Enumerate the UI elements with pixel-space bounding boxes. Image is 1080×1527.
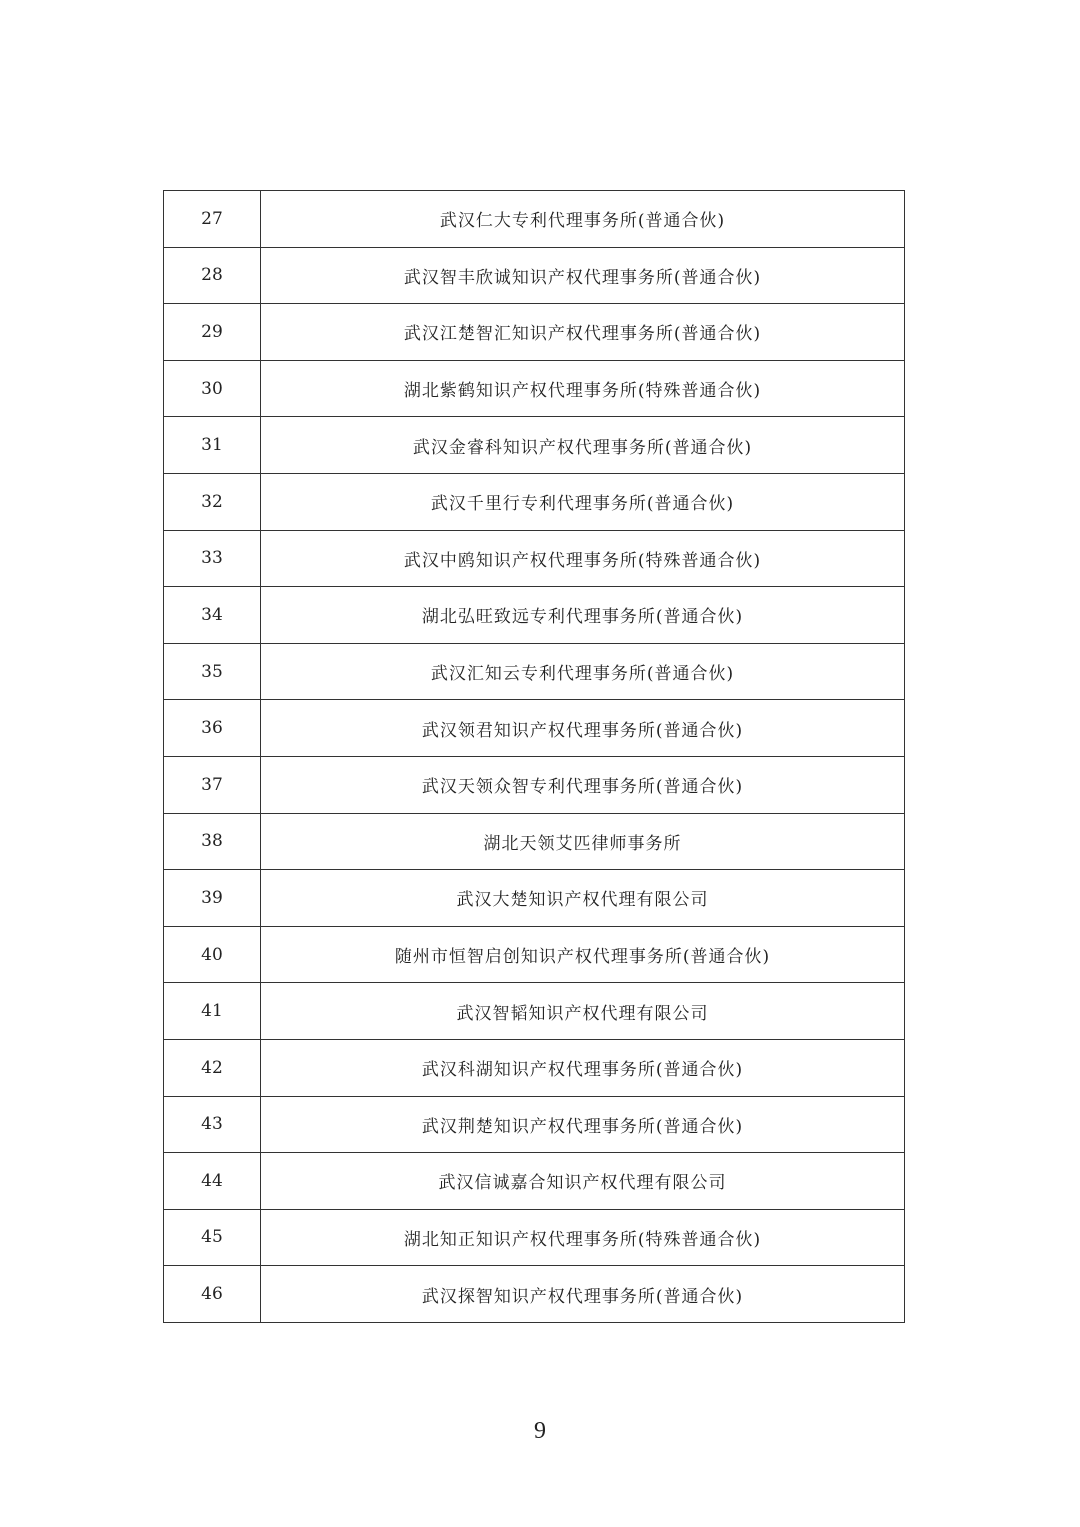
agency-name-cell: 武汉天领众智专利代理事务所(普通合伙) bbox=[261, 756, 905, 813]
agency-name-cell: 武汉千里行专利代理事务所(普通合伙) bbox=[261, 473, 905, 530]
table-row bbox=[164, 813, 905, 870]
table-row bbox=[164, 360, 905, 417]
table-row bbox=[164, 473, 905, 530]
table-row bbox=[164, 417, 905, 474]
row-number-cell: 29 bbox=[164, 304, 261, 361]
row-number-cell: 36 bbox=[164, 700, 261, 757]
agency-name-cell: 武汉科湖知识产权代理事务所(普通合伙) bbox=[261, 1039, 905, 1096]
agency-table-body bbox=[164, 191, 905, 1323]
table-row bbox=[164, 926, 905, 983]
table-row bbox=[164, 587, 905, 644]
agency-name-cell: 武汉领君知识产权代理事务所(普通合伙) bbox=[261, 700, 905, 757]
agency-name-cell: 武汉中鸥知识产权代理事务所(特殊普通合伙) bbox=[261, 530, 905, 587]
agency-name-cell: 武汉江楚智汇知识产权代理事务所(普通合伙) bbox=[261, 304, 905, 361]
agency-name-cell: 武汉智韬知识产权代理有限公司 bbox=[261, 983, 905, 1040]
table-row bbox=[164, 191, 905, 248]
table-row bbox=[164, 1039, 905, 1096]
row-number-cell: 33 bbox=[164, 530, 261, 587]
agency-name-cell: 随州市恒智启创知识产权代理事务所(普通合伙) bbox=[261, 926, 905, 983]
agency-name-cell: 武汉大楚知识产权代理有限公司 bbox=[261, 870, 905, 927]
agency-name-cell: 武汉探智知识产权代理事务所(普通合伙) bbox=[261, 1266, 905, 1323]
table-row bbox=[164, 983, 905, 1040]
table-row bbox=[164, 643, 905, 700]
table-row bbox=[164, 1096, 905, 1153]
page-number: 9 bbox=[534, 1418, 546, 1444]
row-number-cell: 39 bbox=[164, 870, 261, 927]
row-number-cell: 35 bbox=[164, 643, 261, 700]
table-row bbox=[164, 1266, 905, 1323]
table-row bbox=[164, 304, 905, 361]
agency-name-cell: 武汉汇知云专利代理事务所(普通合伙) bbox=[261, 643, 905, 700]
row-number-cell: 27 bbox=[164, 191, 261, 248]
row-number-cell: 45 bbox=[164, 1209, 261, 1266]
agency-list-table bbox=[163, 190, 905, 1323]
agency-name-cell: 武汉智丰欣诚知识产权代理事务所(普通合伙) bbox=[261, 247, 905, 304]
table-row bbox=[164, 756, 905, 813]
row-number-cell: 44 bbox=[164, 1153, 261, 1210]
agency-name-cell: 武汉荆楚知识产权代理事务所(普通合伙) bbox=[261, 1096, 905, 1153]
agency-name-cell: 武汉信诚嘉合知识产权代理有限公司 bbox=[261, 1153, 905, 1210]
row-number-cell: 31 bbox=[164, 417, 261, 474]
row-number-cell: 41 bbox=[164, 983, 261, 1040]
agency-name-cell: 湖北弘旺致远专利代理事务所(普通合伙) bbox=[261, 587, 905, 644]
table-row bbox=[164, 1153, 905, 1210]
agency-name-cell: 湖北天领艾匹律师事务所 bbox=[261, 813, 905, 870]
row-number-cell: 34 bbox=[164, 587, 261, 644]
row-number-cell: 42 bbox=[164, 1039, 261, 1096]
row-number-cell: 46 bbox=[164, 1266, 261, 1323]
row-number-cell: 37 bbox=[164, 756, 261, 813]
table-row bbox=[164, 530, 905, 587]
agency-name-cell: 武汉金睿科知识产权代理事务所(普通合伙) bbox=[261, 417, 905, 474]
row-number-cell: 32 bbox=[164, 473, 261, 530]
row-number-cell: 30 bbox=[164, 360, 261, 417]
row-number-cell: 28 bbox=[164, 247, 261, 304]
table-row bbox=[164, 870, 905, 927]
row-number-cell: 40 bbox=[164, 926, 261, 983]
agency-name-cell: 湖北知正知识产权代理事务所(特殊普通合伙) bbox=[261, 1209, 905, 1266]
agency-name-cell: 武汉仁大专利代理事务所(普通合伙) bbox=[261, 191, 905, 248]
row-number-cell: 43 bbox=[164, 1096, 261, 1153]
table-row bbox=[164, 700, 905, 757]
table-row bbox=[164, 247, 905, 304]
agency-name-cell: 湖北紫鹤知识产权代理事务所(特殊普通合伙) bbox=[261, 360, 905, 417]
row-number-cell: 38 bbox=[164, 813, 261, 870]
table-row bbox=[164, 1209, 905, 1266]
